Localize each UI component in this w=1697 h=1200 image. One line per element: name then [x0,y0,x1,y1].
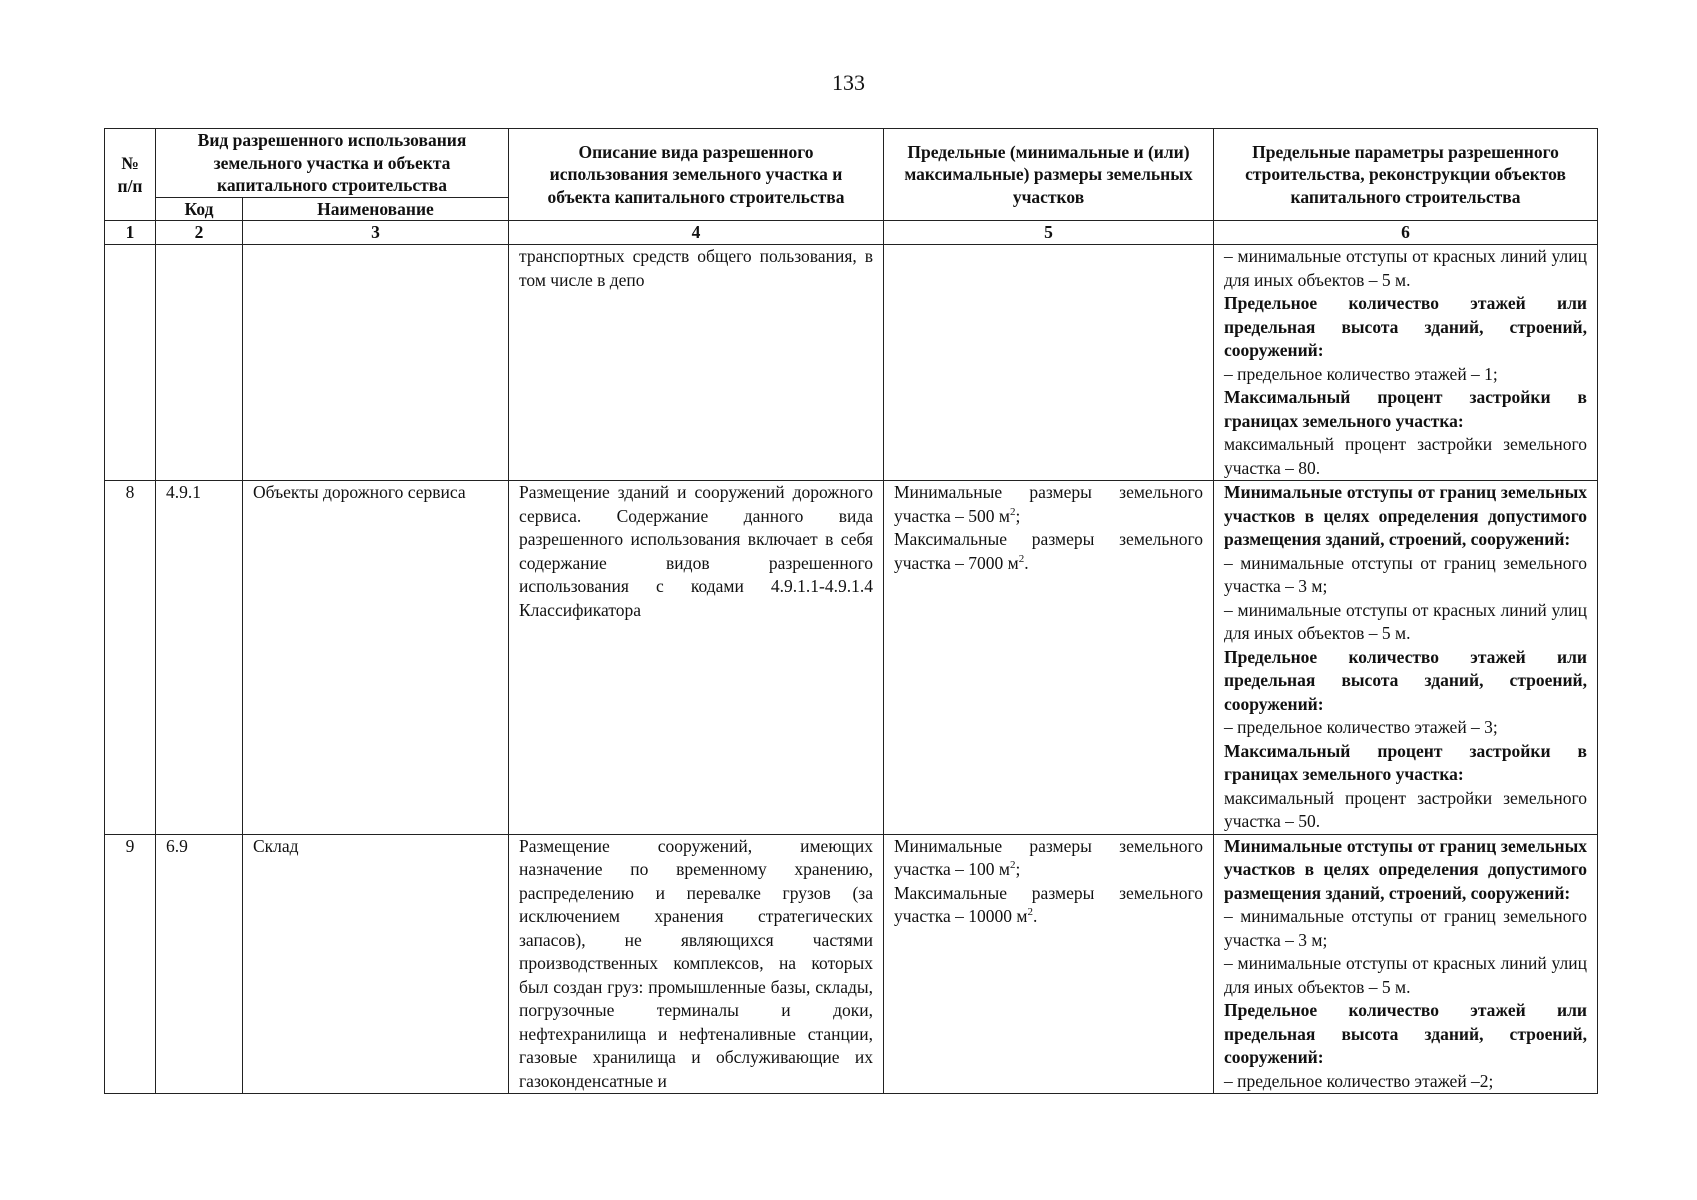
row-sizes [884,834,1214,1094]
row-description: Размещение зданий и сооружений дорожного сервиса. Содержание данного вида разрешенного использования включает в себя содержание видов разрешенного использования с кодами 4.9.1.1-4.9.1.4 Классификатора [509,481,884,835]
row-sizes [884,481,1214,835]
param-heading: Предельное количество этажей или предельная высота зданий, строений, сооружений: [1224,646,1587,714]
column-number: 5 [884,221,1214,245]
param-heading: Предельное количество этажей или предельная высота зданий, строений, сооружений: [1224,1000,1587,1067]
row-num [105,245,156,481]
row-code: 4.9.1 [156,481,243,835]
row-code [156,245,243,481]
size-line: Максимальные размеры земельного участка – 10000 $м^2$. [894,882,1203,926]
param-line: максимальный процент застройки земельного участка – 80. [1224,434,1587,478]
param-heading: Предельное количество этажей или предельная высота зданий, строений, сооружений: [1224,293,1587,360]
row-params [1214,834,1598,1094]
row-params [1214,245,1598,481]
header-params: Предельные параметры разрешенного строительства, реконструкции объектов капитального строительства [1214,129,1598,221]
row-sizes [884,245,1214,481]
param-line: – минимальные отступы от красных линий улиц для иных объектов – 5 м. [1224,246,1587,290]
row-num: 8 [105,481,156,835]
row-num: 9 [105,834,156,1094]
row-name: Объекты дорожного сервиса [243,481,509,835]
header-code: Код [156,197,243,221]
header-sizes: Предельные (минимальные и (или) максимальные) размеры земельных участков [884,129,1214,221]
column-numbers-row [105,221,1598,245]
row-code: 6.9 [156,834,243,1094]
param-line: – минимальные отступы от красных линий улиц для иных объектов – 5 м. [1224,953,1587,997]
size-line: Минимальные размеры земельного участка – 500 $м^2$; [894,482,1203,526]
column-number: 4 [509,221,884,245]
header-use-type: Вид разрешенного использования земельного участка и объекта капитального строительства [156,129,509,198]
page-number: 133 [832,70,865,95]
param-line: – минимальные отступы от красных линий улиц для иных объектов – 5 м. [1224,599,1587,643]
row-name [243,245,509,481]
regulations-table [104,128,1598,1094]
row-params [1214,481,1598,835]
column-number: 2 [156,221,243,245]
param-line: – предельное количество этажей – 1; [1224,363,1498,384]
param-line: – минимальные отступы от границ земельного участка – 3 м; [1224,906,1587,950]
column-number: 3 [243,221,509,245]
param-line: – предельное количество этажей –2; [1224,1070,1494,1091]
param-line: максимальный процент застройки земельного участка – 50. [1224,787,1587,831]
param-heading: Минимальные отступы от границ земельных участков в целях определения допустимого размещения зданий, строений, сооружений: [1224,482,1587,549]
header-num: № п/п [105,129,156,221]
row-name: Склад [243,834,509,1094]
row-description: транспортных средств общего пользования, в том числе в депо [509,245,884,481]
param-line: – минимальные отступы от границ земельного участка – 3 м; [1224,552,1587,596]
row-description: Размещение сооружений, имеющих назначение по временному хранению, распределению и перевалке грузов (за исключением хранения стратегических запасов), не являющихся частями производственных комплексов, на которых был создан груз: промышленные базы, склады, погрузочные терминалы и доки, нефтехранилища и нефтеналивные станции, газовые хранилища и обслуживающие их газоконденсатные и [509,834,884,1094]
size-line: Минимальные размеры земельного участка – 100 $м^2$; [894,835,1203,879]
column-number: 1 [105,221,156,245]
param-heading: Максимальный процент застройки в границах земельного участка: [1224,740,1587,784]
param-line: – предельное количество этажей – 3; [1224,717,1498,737]
header-description: Описание вида разрешенного использования земельного участка и объекта капитального строительства [509,129,884,221]
table-row [105,245,1598,481]
param-heading: Минимальные отступы от границ земельных участков в целях определения допустимого размещения зданий, строений, сооружений: [1224,835,1587,903]
param-heading: Максимальный процент застройки в границах земельного участка: [1224,387,1587,431]
size-line: Максимальные размеры земельного участка – 7000 $м^2$. [894,529,1203,573]
header-row [105,129,1598,198]
table-row [105,834,1598,1094]
table-row [105,481,1598,835]
column-number: 6 [1214,221,1598,245]
header-name: Наименование [243,197,509,221]
